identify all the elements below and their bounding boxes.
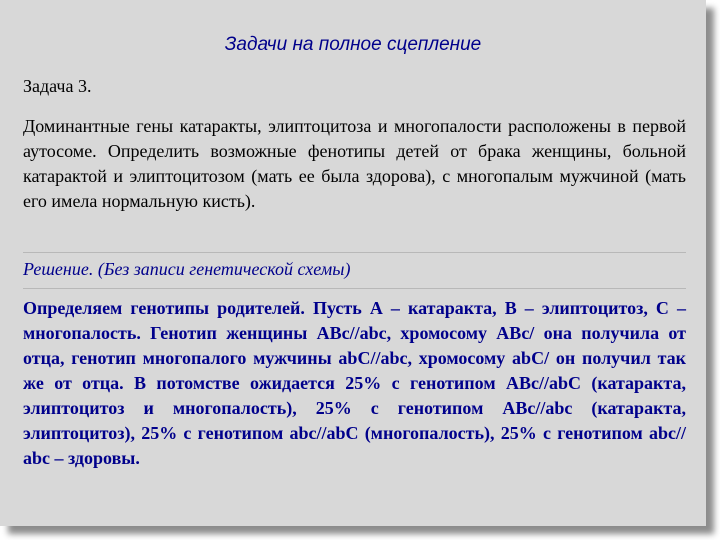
task-number: Задача 3.	[23, 76, 92, 96]
solution-text: Определяем генотипы родителей. Пусть А – катаракта, В – элиптоцитоз, С – многопалость. Генотип женщины АВс//аbс, хромосому АВс/ она получила от отца, генотип многопалого мужчины аbС//аbс, хромосому аbС/ он получил так же от отца. В потомстве ожидается 25% с генотипом АВс//аbС (катаракта, элиптоцитоз и многопалость), 25% с генотипом АВс//аbс (катаракта, элиптоцитоз), 25% с генотипом аbс//аbС (многопалость), 25% с генотипом аbс//аbс – здоровы.	[23, 298, 686, 468]
divider	[23, 252, 686, 253]
slide-title: Задачи на полное сцепление	[224, 34, 482, 55]
divider	[23, 288, 686, 289]
solution-heading: Решение. (Без записи генетической схемы)	[23, 259, 351, 279]
task-condition: Доминантные гены катаракты, элиптоцитоза и многопалости расположены в первой аутосоме. Определить возможные фенотипы детей от брака женщины, больной катарактой и элиптоцитозом (мать ее была здорова), с многопалым мужчиной (мать его имела нормальную кисть).	[23, 116, 686, 211]
